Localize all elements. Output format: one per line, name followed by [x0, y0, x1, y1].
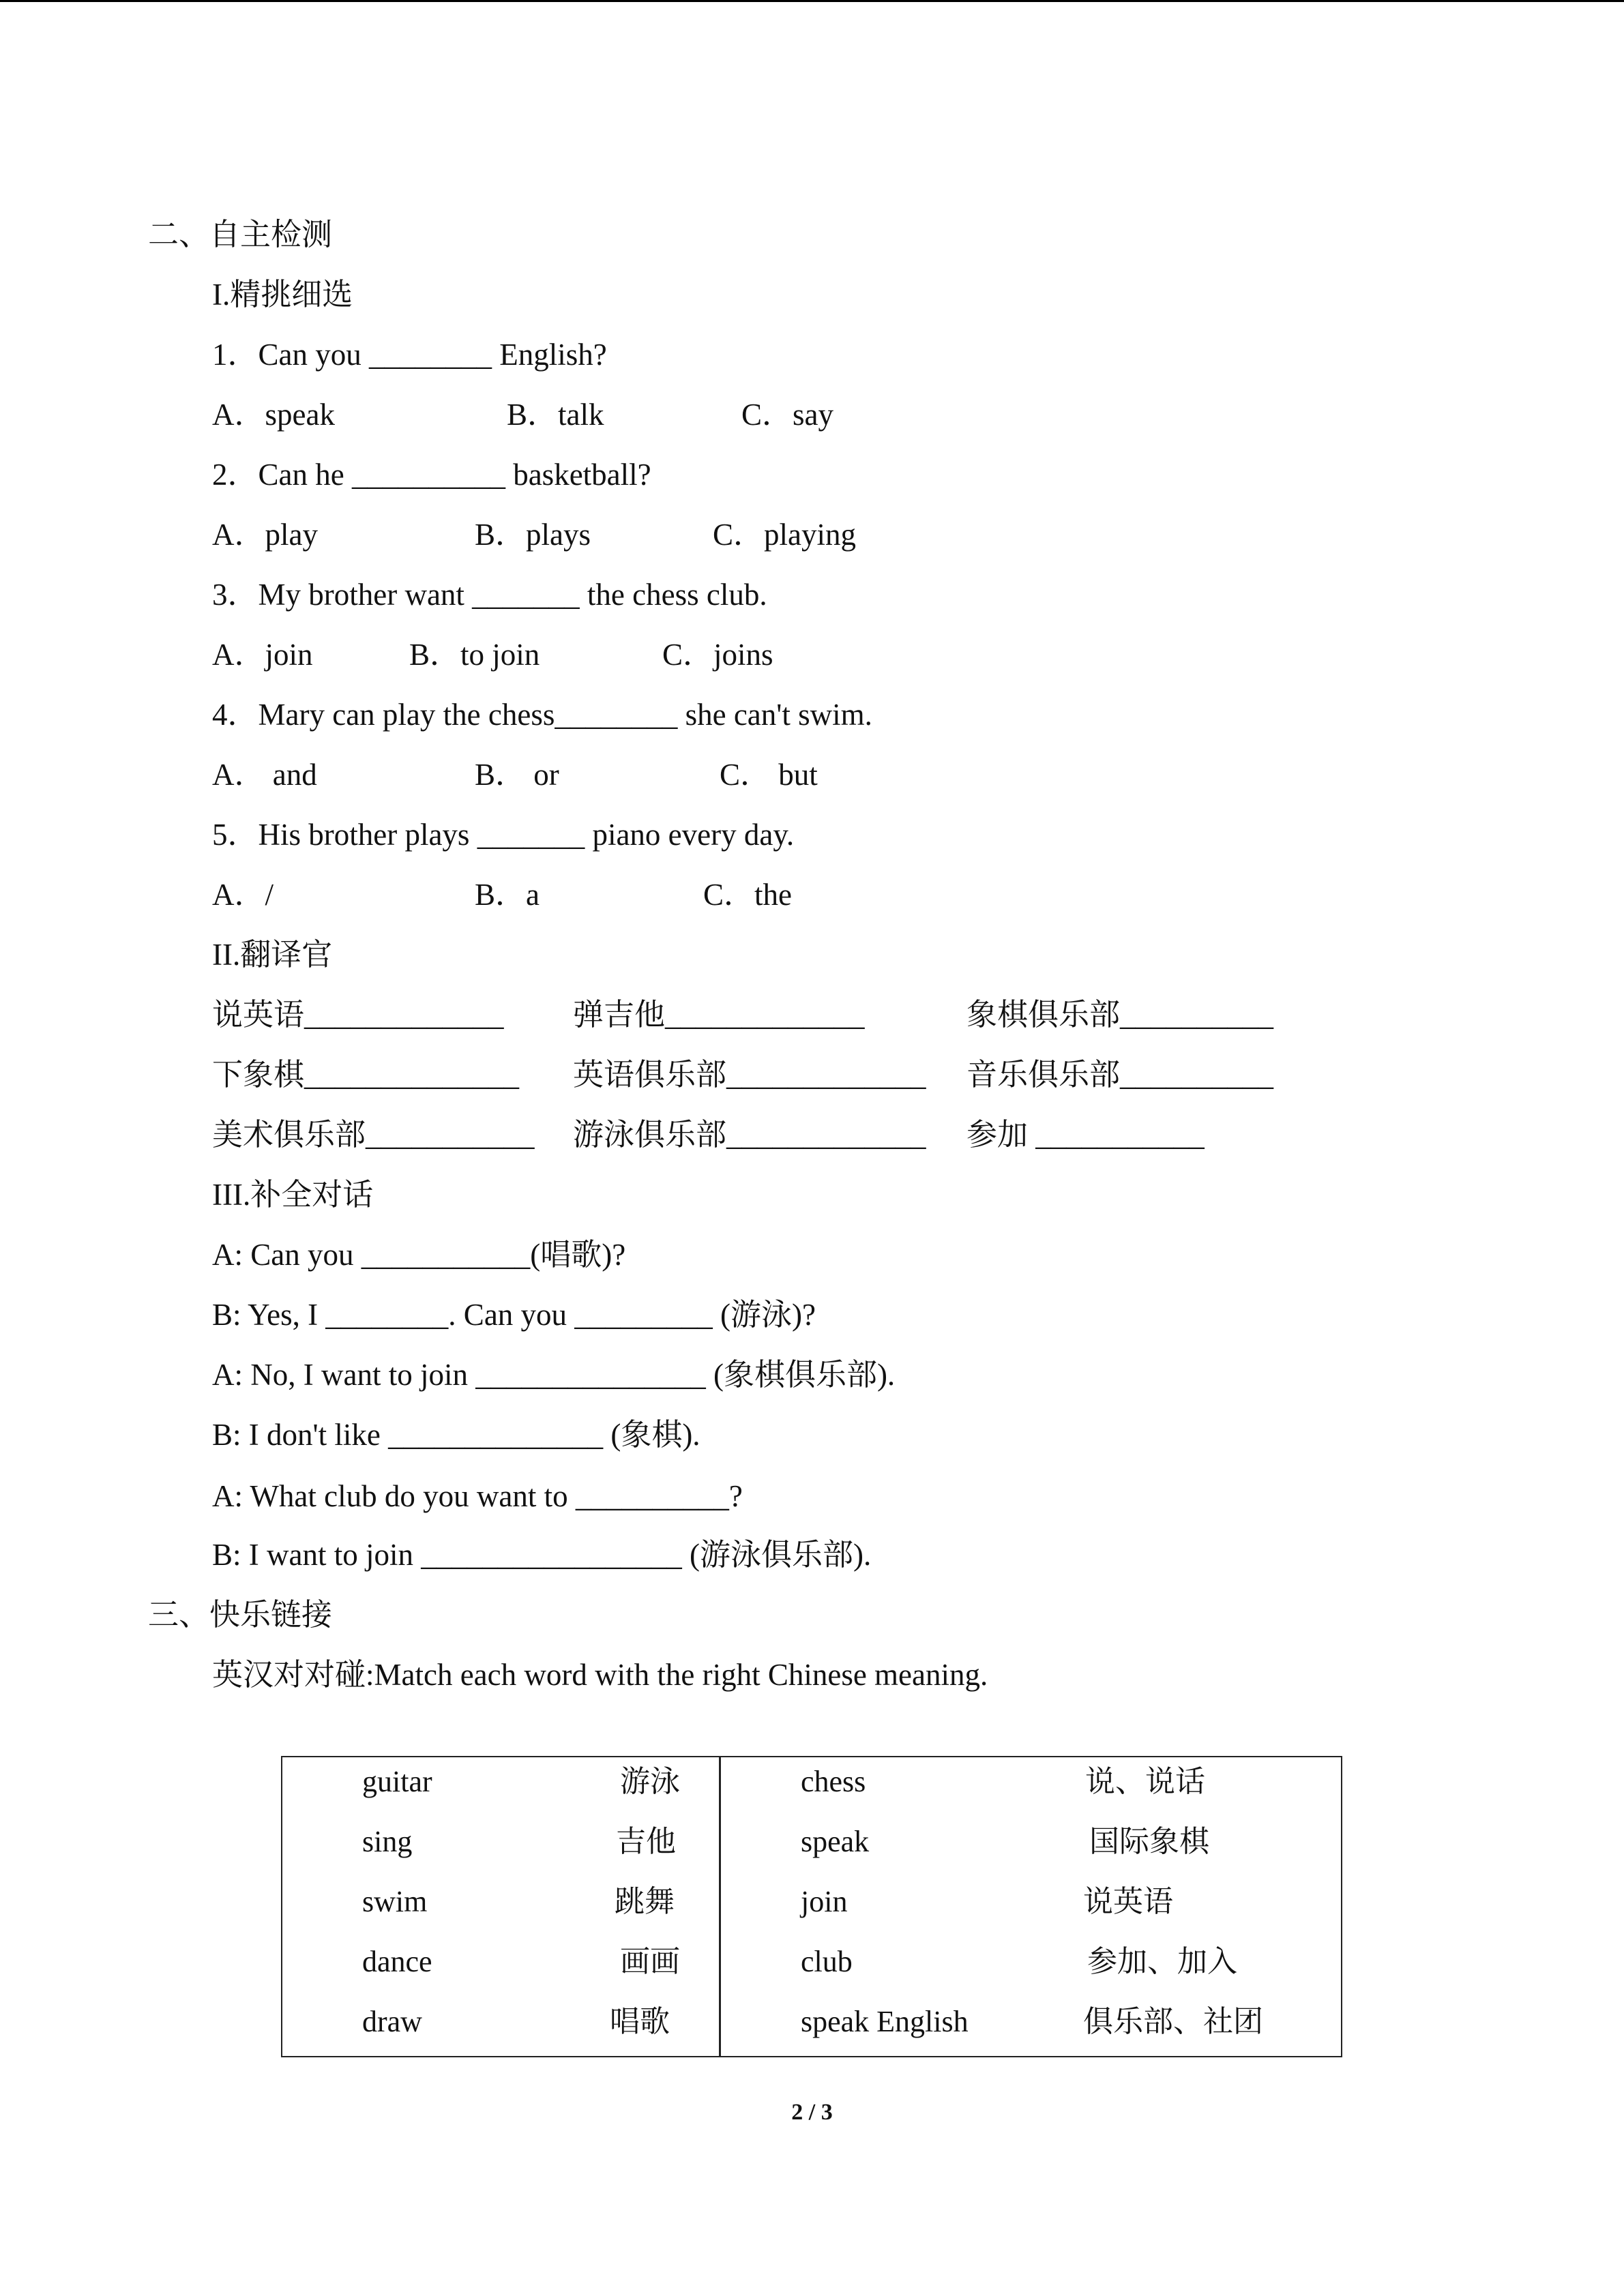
- right-word: chess: [801, 1765, 866, 1798]
- option-a: A．/: [212, 878, 274, 912]
- option-a: A．join: [212, 638, 313, 672]
- page-top-border: [0, 0, 1624, 2]
- left-meaning: 唱歌: [610, 2005, 670, 2038]
- option-a: A．speak: [212, 398, 335, 432]
- option-c: C． but: [720, 758, 818, 792]
- translation-item: 游泳俱乐部_____________: [573, 1118, 926, 1152]
- dialogue-line: B: I don't like ______________ (象棋).: [212, 1418, 700, 1452]
- option-c: C．playing: [713, 518, 856, 552]
- left-meaning: 游泳: [620, 1765, 680, 1798]
- option-b: B． or: [475, 758, 559, 792]
- left-word: dance: [362, 1945, 432, 1978]
- translation-item: 象棋俱乐部__________: [966, 998, 1274, 1032]
- question-stem: 4．Mary can play the chess________ she can't swim.: [212, 698, 872, 732]
- translation-item: 美术俱乐部___________: [212, 1118, 535, 1152]
- dialogue-line: A: No, I want to join _______________ (象棋俱乐部).: [212, 1358, 896, 1392]
- option-c: C．say: [741, 398, 834, 432]
- translation-item: 弹吉他_____________: [573, 998, 865, 1032]
- page-number: 2 / 3: [791, 2100, 833, 2125]
- question-stem: 5．His brother plays _______ piano every day.: [212, 818, 795, 852]
- right-meaning: 说英语: [1083, 1885, 1173, 1918]
- option-b: B．plays: [475, 518, 591, 552]
- left-meaning: 画画: [620, 1945, 680, 1978]
- right-word: join: [801, 1885, 848, 1918]
- option-a: A．play: [212, 518, 318, 552]
- option-b: B．a: [475, 878, 540, 912]
- option-b: B．talk: [507, 398, 604, 432]
- section-2-title: 二、自主检测: [148, 218, 333, 252]
- right-meaning: 俱乐部、社团: [1083, 2005, 1263, 2038]
- translation-item: 说英语_____________: [212, 998, 504, 1032]
- left-word: sing: [362, 1825, 413, 1858]
- option-b: B．to join: [409, 638, 540, 672]
- option-c: C．the: [703, 878, 792, 912]
- left-meaning: 跳舞: [615, 1885, 675, 1918]
- matching-table: [281, 1756, 1342, 2057]
- right-meaning: 说、说话: [1085, 1765, 1205, 1798]
- left-word: draw: [362, 2005, 422, 2038]
- left-meaning: 吉他: [616, 1825, 676, 1858]
- dialogue-line: B: Yes, I ________. Can you _________ (游泳)?: [212, 1298, 816, 1332]
- question-stem: 1．Can you ________ English?: [212, 338, 607, 372]
- section-3-title: 三、快乐链接: [148, 1598, 333, 1632]
- option-a: A． and: [212, 758, 317, 792]
- part-1-title: I.精挑细选: [212, 278, 353, 312]
- option-c: C．joins: [662, 638, 773, 672]
- part-3-title: III.补全对话: [212, 1178, 374, 1212]
- left-word: swim: [362, 1885, 428, 1918]
- dialogue-line: A: What club do you want to __________?: [212, 1479, 743, 1513]
- right-meaning: 参加、加入: [1087, 1945, 1237, 1978]
- translation-item: 音乐俱乐部__________: [966, 1058, 1274, 1092]
- question-stem: 3．My brother want _______ the chess club.: [212, 578, 767, 612]
- left-word: guitar: [362, 1765, 432, 1798]
- right-word: club: [801, 1945, 853, 1978]
- right-meaning: 国际象棋: [1089, 1825, 1209, 1858]
- right-word: speak: [801, 1825, 870, 1858]
- dialogue-line: A: Can you ___________(唱歌)?: [212, 1238, 626, 1272]
- translation-item: 英语俱乐部_____________: [573, 1058, 926, 1092]
- question-stem: 2．Can he __________ basketball?: [212, 458, 651, 492]
- translation-item: 下象棋______________: [212, 1058, 520, 1092]
- dialogue-line: B: I want to join _________________ (游泳俱乐部).: [212, 1538, 872, 1572]
- translation-item: 参加 ___________: [966, 1118, 1205, 1152]
- right-word: speak English: [801, 2005, 969, 2038]
- matching-instruction: 英汉对对碰:Match each word with the right Chinese meaning.: [212, 1658, 988, 1692]
- table-divider: [719, 1757, 721, 2056]
- part-2-title: II.翻译官: [212, 938, 333, 972]
